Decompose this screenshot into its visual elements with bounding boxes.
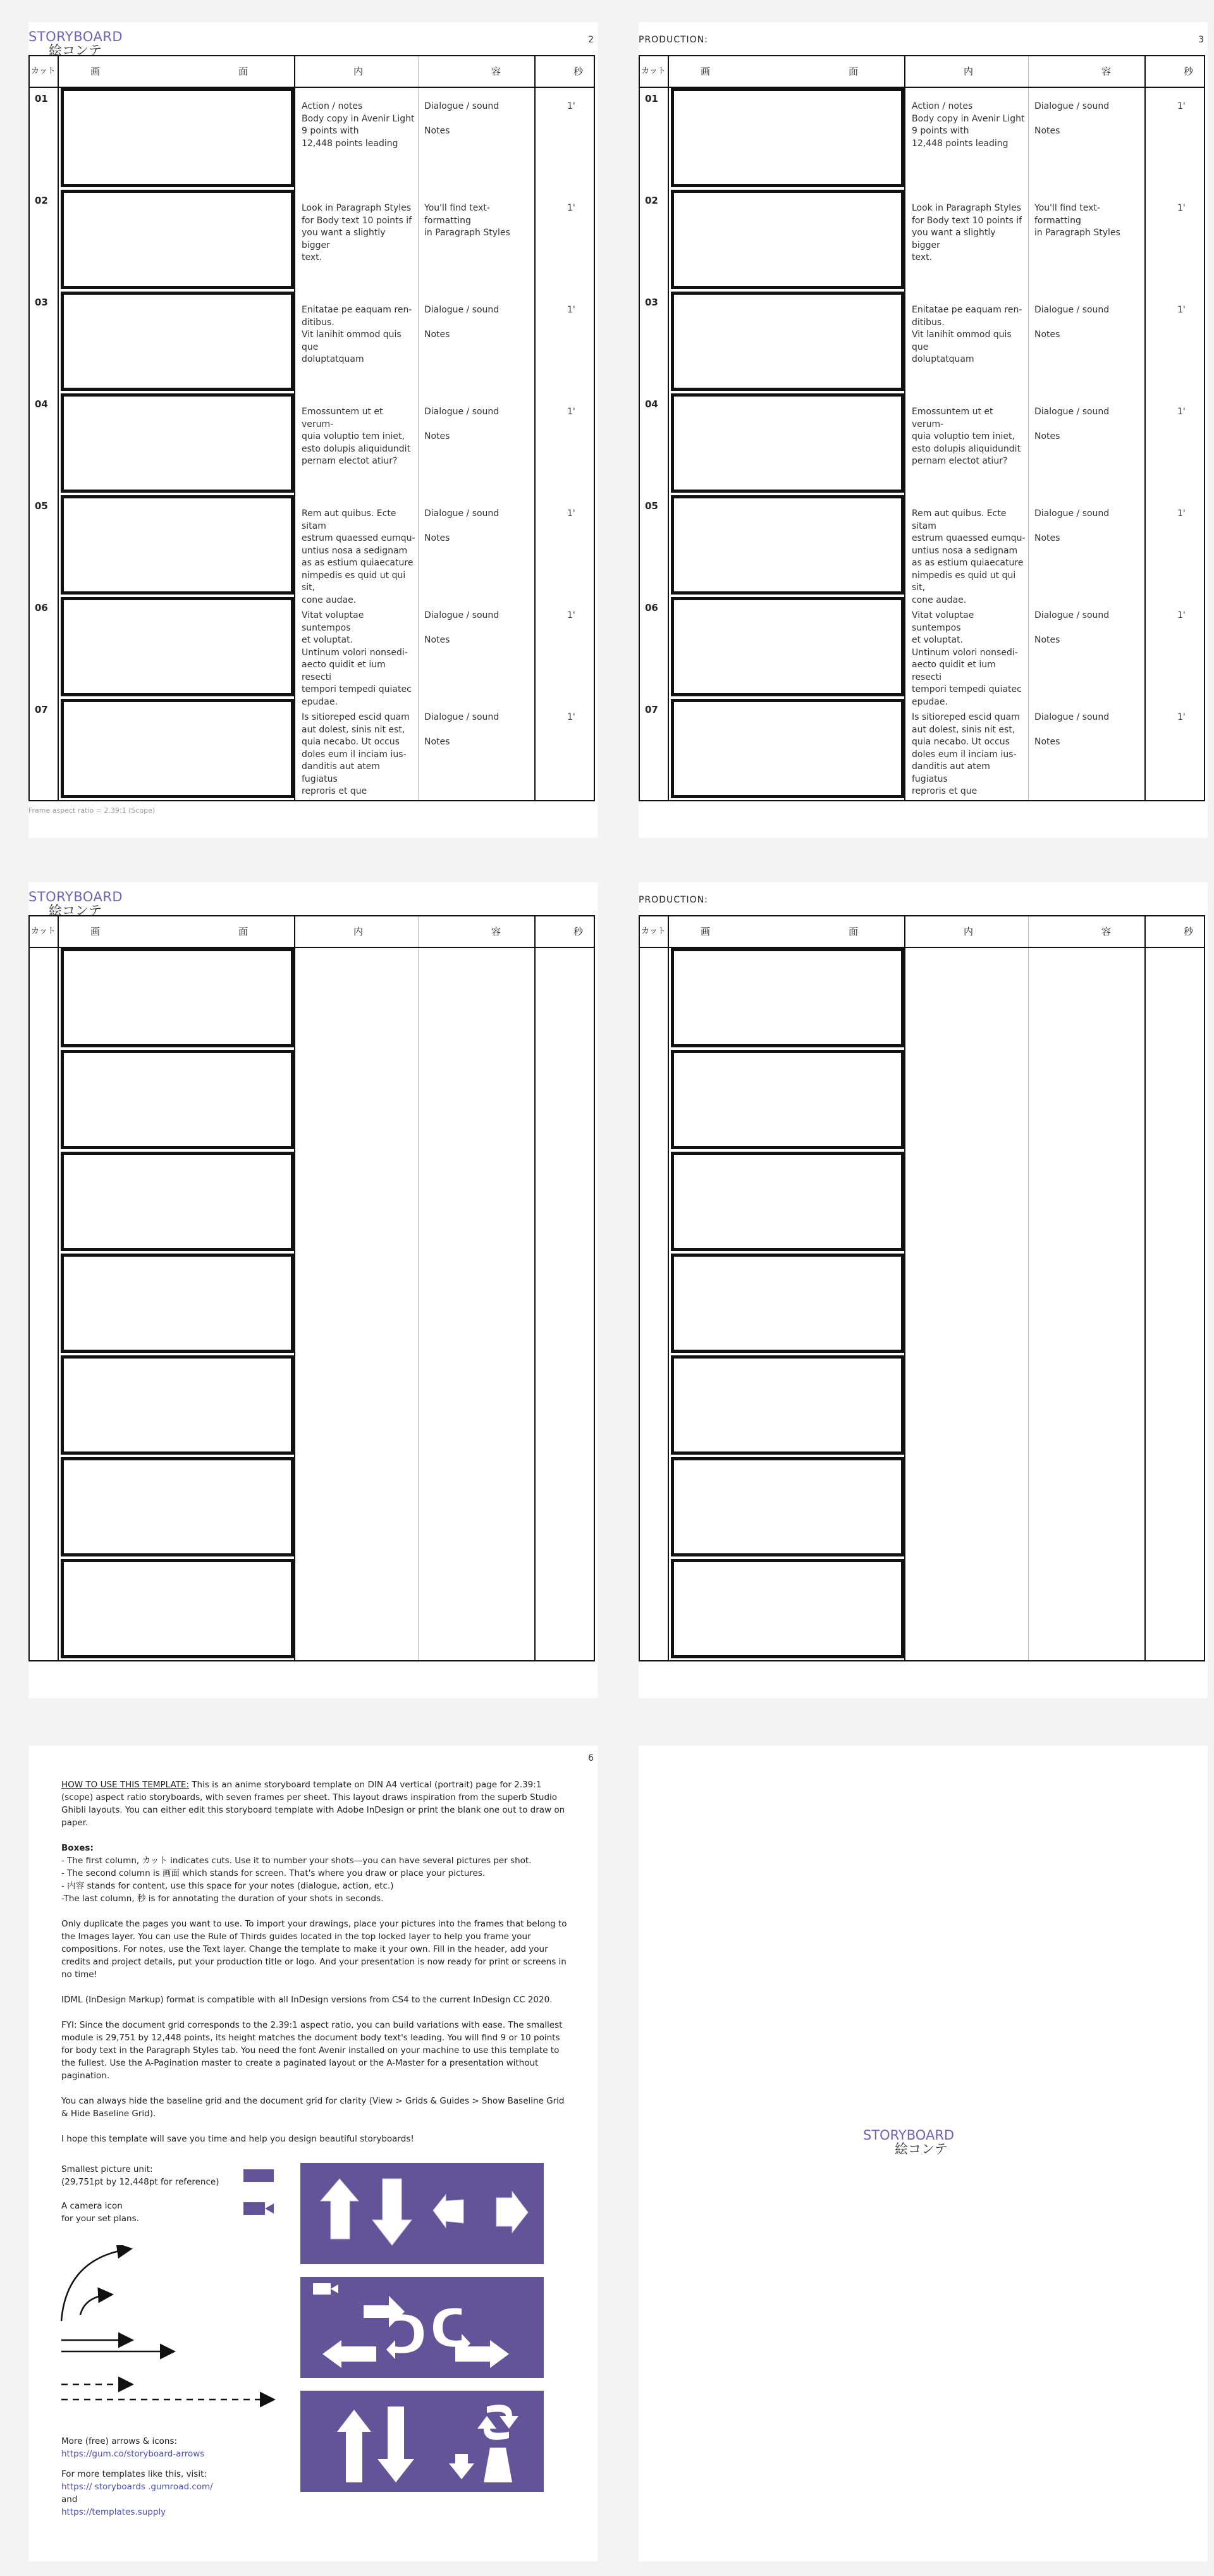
links-block (61, 2435, 270, 2518)
picture-frame[interactable] (61, 1152, 294, 1251)
page-3 (639, 22, 1208, 838)
arrow-panel-1 (300, 2163, 544, 2264)
dialogue-notes[interactable]: Dialogue / sound Notes (424, 712, 500, 747)
boxes-line: -The last column, 秒 is for annotating the duration of your shots in seconds. (61, 1894, 384, 1904)
header-content-a: 内 (964, 926, 974, 937)
duration-value[interactable]: 1' (1177, 101, 1186, 111)
storyboard-row (640, 596, 1204, 707)
more-label: More (free) arrows & icons: (61, 2436, 178, 2446)
production-label[interactable]: PRODUCTION: (639, 895, 708, 905)
picture-frame[interactable] (671, 1559, 904, 1658)
header-pic-a: 画 (701, 66, 711, 77)
arrows-link[interactable]: https://gum.co/storyboard-arrows (61, 2449, 205, 2459)
duration-value[interactable]: 1' (1177, 305, 1186, 315)
header-cut: カット (31, 927, 56, 936)
action-notes[interactable]: Enitatae pe eaquam ren- ditibus. Vit lanihit ommod quis que doluptatquam (912, 305, 1022, 364)
dialogue-notes[interactable]: You'll find text-formatting in Paragraph Styles (1034, 203, 1120, 238)
header-duration: 秒 (573, 66, 584, 77)
column-header (640, 916, 1204, 948)
production-label[interactable]: PRODUCTION: (639, 35, 708, 45)
picture-frame[interactable] (671, 1050, 904, 1149)
boxes-line: - 内容 stands for content, use this space for your notes (dialogue, action, etc.) (61, 1881, 394, 1891)
brand-jp: 絵コンテ (49, 43, 102, 58)
storyboard-sheet (28, 55, 595, 801)
dialogue-notes[interactable]: Dialogue / sound Notes (1034, 305, 1110, 340)
header-cut: カット (641, 927, 666, 936)
page-header (28, 889, 598, 918)
header-pic-b: 面 (849, 926, 859, 937)
picture-frame[interactable] (671, 948, 904, 1047)
brand-en: STORYBOARD (863, 2128, 955, 2143)
camera-icon (243, 2201, 275, 2216)
storyboard-row (30, 87, 594, 188)
picture-frame[interactable] (671, 1457, 904, 1556)
storyboard-sheet (639, 915, 1205, 1661)
dialogue-notes[interactable]: Dialogue / sound Notes (1034, 508, 1110, 543)
duration-value[interactable]: 1' (1177, 407, 1186, 417)
header-content-b: 容 (491, 66, 501, 77)
instructions-text (61, 1778, 573, 2158)
brand-jp: 絵コンテ (49, 903, 102, 918)
dialogue-notes[interactable]: Dialogue / sound Notes (1034, 407, 1110, 441)
header-pic-b: 面 (238, 66, 248, 77)
brand-logo (28, 890, 123, 918)
column-header (640, 56, 1204, 88)
duration-value[interactable]: 1' (1177, 203, 1186, 213)
action-notes[interactable]: Emossuntem ut et verum- quia voluptio tem iniet, esto dolupis aliquidundit pernam electot atiur? (912, 407, 1021, 466)
header-duration: 秒 (1184, 926, 1194, 937)
action-notes[interactable]: Look in Paragraph Styles for Body text 10 points if you want a slightly bigger text. (302, 203, 412, 262)
picture-frame[interactable] (61, 699, 294, 798)
arrow-panel-2 (300, 2277, 544, 2378)
picture-frame[interactable] (671, 88, 904, 187)
boxes-line: - The second column is 画面 which stands for screen. That's where you draw or place your pictures. (61, 1868, 486, 1878)
duration-value[interactable]: 1' (567, 101, 575, 111)
dialogue-notes[interactable]: Dialogue / sound Notes (424, 101, 500, 136)
fyi-note: FYI: Since the document grid corresponds to the 2.39:1 aspect ratio, you can build variations with ease. The smallest module is 29,751 by 12,448 points, its height matches the document body text's leading. You will find 9 or 10 points for body text in the Paragraph Styles tab. You need the font Avenir installed on your machine to use this template to the fullest. Use the A-Pagination master to create a paginated layout or the A-Master for a presentation without pagination. (61, 2020, 563, 2081)
dialogue-notes[interactable]: Dialogue / sound Notes (424, 407, 500, 441)
idml-note: IDML (InDesign Markup) format is compatible with all InDesign versions from CS4 to the current InDesign CC 2020. (61, 1995, 553, 2005)
camera-label: A camera icon for your set plans. (61, 2201, 139, 2224)
action-notes[interactable]: Look in Paragraph Styles for Body text 10 points if you want a slightly bigger text. (912, 203, 1022, 262)
frame-caption: Frame aspect ratio = 2.39:1 (Scope) (28, 806, 156, 815)
column-header (30, 56, 594, 88)
storyboard-row (30, 188, 594, 290)
and-label: and (61, 2494, 78, 2505)
cut-number: 01 (645, 93, 658, 104)
cut-number: 06 (645, 602, 658, 613)
dialogue-notes[interactable]: Dialogue / sound Notes (1034, 712, 1110, 747)
dialogue-notes[interactable]: Dialogue / sound Notes (424, 508, 500, 543)
duration-value[interactable]: 1' (1177, 712, 1186, 722)
storyboard-row (30, 596, 594, 707)
page-number: 3 (1198, 35, 1204, 45)
duration-value[interactable]: 1' (1177, 508, 1186, 519)
cut-number: 05 (35, 500, 48, 512)
brand-logo (28, 30, 123, 58)
page-header (28, 29, 598, 58)
picture-frame[interactable] (671, 699, 904, 798)
duration-value[interactable]: 1' (567, 203, 575, 213)
page-blank-right (639, 882, 1208, 1698)
duration-value[interactable]: 1' (567, 712, 575, 722)
picture-frame[interactable] (61, 190, 294, 289)
header-content-a: 内 (353, 66, 364, 77)
grid-note: You can always hide the baseline grid and the document grid for clarity (View > Grids & Guides > Show Baseline Grid & Hide Baseline Grid). (61, 2096, 565, 2119)
page-back-cover (639, 1746, 1208, 2561)
boxes-heading: Boxes: (61, 1843, 94, 1853)
brand-en: STORYBOARD (28, 29, 123, 44)
picture-frame[interactable] (671, 292, 904, 391)
picture-frame[interactable] (61, 1457, 294, 1556)
cut-number: 03 (35, 297, 48, 308)
picture-frame[interactable] (671, 1152, 904, 1251)
storyboard-row (640, 87, 1204, 188)
templates-label: For more templates like this, visit: (61, 2469, 207, 2479)
page-header (639, 890, 1208, 915)
dialogue-notes[interactable]: Dialogue / sound Notes (424, 610, 500, 645)
picture-frame[interactable] (61, 495, 294, 595)
page-blank-left (28, 882, 598, 1698)
cut-number: 06 (35, 602, 48, 613)
arrow-samples (60, 2245, 313, 2410)
templates-supply-link[interactable]: https://templates.supply (61, 2507, 166, 2517)
action-notes[interactable]: Emossuntem ut et verum- quia voluptio tem iniet, esto dolupis aliquidundit pernam electot atiur? (302, 407, 411, 466)
dialogue-notes[interactable]: Dialogue / sound Notes (1034, 101, 1110, 136)
cut-number: 07 (645, 704, 658, 715)
dialogue-notes[interactable]: You'll find text-formatting in Paragraph Styles (424, 203, 510, 238)
picture-frame[interactable] (61, 292, 294, 391)
picture-frame[interactable] (671, 393, 904, 493)
storyboard-row (30, 494, 594, 605)
boxes-line: - The first column, カット indicates cuts. Use it to number your shots—you can have several pictures per shot. (61, 1856, 532, 1866)
gumroad-link[interactable]: https:// storyboards .gumroad.com/ (61, 2482, 213, 2492)
instructions-heading: HOW TO USE THIS TEMPLATE: (61, 1780, 189, 1790)
intro-text: This is an anime storyboard template on DIN A4 vertical (portrait) page for 2.39:1 (scope) aspect ratio storyboards, with seven frames per sheet. This layout draws inspiration from the superb Studio Ghibli layouts. You can either edit this storyboard template with Adobe InDesign or print the blank one out to draw on paper. (61, 1780, 565, 1828)
unit-label: Smallest picture unit: (29,751pt by 12,448pt for reference) (61, 2164, 219, 2187)
cut-number: 03 (645, 297, 658, 308)
arrow-panel-3 (300, 2391, 544, 2492)
brand-logo (863, 2128, 954, 2156)
picture-frame[interactable] (61, 393, 294, 493)
page-number: 2 (588, 35, 594, 45)
page-header (639, 30, 1208, 55)
duration-value[interactable]: 1' (567, 305, 575, 315)
storyboard-sheet (639, 55, 1205, 801)
cut-number: 07 (35, 704, 48, 715)
header-duration: 秒 (1184, 66, 1194, 77)
storyboard-row (640, 494, 1204, 605)
arrow-icons (300, 2163, 544, 2264)
page-2 (28, 22, 598, 838)
page-6-instructions (28, 1746, 598, 2561)
action-notes[interactable]: Is sitioreped escid quam aut dolest, sinis nit est, quia necabo. Ut occus doles eum il inciam ius- danditis aut atem fugiatus reproris et que (302, 712, 410, 796)
duration-value[interactable]: 1' (1177, 610, 1186, 620)
picture-frame[interactable] (671, 1355, 904, 1455)
action-notes[interactable]: Rem aut quibus. Ecte sitam estrum quaessed eumqu- untius nosa a sedignam as as estium quiaecature nimpedis es quid ut qui sit, cone audae. (302, 508, 415, 605)
cut-number: 05 (645, 500, 658, 512)
picture-frame[interactable] (61, 948, 294, 1047)
unit-swatch (243, 2169, 274, 2182)
picture-frame[interactable] (61, 1050, 294, 1149)
dialogue-notes[interactable]: Dialogue / sound Notes (1034, 610, 1110, 645)
header-pic-b: 面 (849, 66, 859, 77)
duration-value[interactable]: 1' (567, 508, 575, 519)
storyboard-sheet (28, 915, 595, 1661)
action-notes[interactable]: Action / notes Body copy in Avenir Light 9 points with 12,448 points leading (302, 101, 415, 149)
page-number: 6 (588, 1753, 594, 1763)
dialogue-notes[interactable]: Dialogue / sound Notes (424, 305, 500, 340)
cut-number: 02 (35, 195, 48, 206)
storyboard-row (640, 290, 1204, 392)
vertical-arrows-icons (300, 2391, 544, 2492)
header-content-a: 内 (353, 926, 364, 937)
header-cut: カット (31, 66, 56, 76)
picture-frame[interactable] (671, 597, 904, 696)
header-duration: 秒 (573, 926, 584, 937)
storyboard-row (640, 188, 1204, 290)
storyboard-row (30, 290, 594, 392)
cut-number: 01 (35, 93, 48, 104)
cut-number: 02 (645, 195, 658, 206)
picture-frame[interactable] (61, 597, 294, 696)
picture-frame[interactable] (61, 88, 294, 187)
duration-value[interactable]: 1' (567, 610, 575, 620)
column-header (30, 916, 594, 948)
brand-jp: 絵コンテ (895, 2142, 948, 2157)
picture-frame[interactable] (671, 495, 904, 595)
import-instructions: Only duplicate the pages you want to use. To import your drawings, place your pictures into the frames that belong to the Images layer. You can use the Rule of Thirds guides located in the top locked layer to help you frame your compositions. For notes, use the Text layer. Change the template to make it your own. Fill in the header, add your credits and project details, put your production title or logo. And your presentation is now ready for print or screens in no time! (61, 1919, 567, 1980)
storyboard-row (640, 392, 1204, 494)
action-notes[interactable]: Enitatae pe eaquam ren- ditibus. Vit lanihit ommod quis que doluptatquam (302, 305, 412, 364)
header-content-b: 容 (1101, 66, 1112, 77)
picture-frame[interactable] (671, 1254, 904, 1353)
storyboard-row (30, 392, 594, 494)
picture-frame[interactable] (61, 1559, 294, 1658)
closing-note: I hope this template will save you time and help you design beautiful storyboards! (61, 2134, 414, 2144)
header-content-a: 内 (964, 66, 974, 77)
storyboard-row (30, 698, 594, 799)
cut-number: 04 (645, 398, 658, 410)
action-notes[interactable]: Vitat voluptae suntempos et voluptat. Untinum volori nonsedi- aecto quidit et ium resecti tempori tempedi quiatec epudae. (912, 610, 1022, 707)
duration-value[interactable]: 1' (567, 407, 575, 417)
picture-frame[interactable] (61, 1355, 294, 1455)
action-notes[interactable]: Rem aut quibus. Ecte sitam estrum quaessed eumqu- untius nosa a sedignam as as estium quiaecature nimpedis es quid ut qui sit, cone audae. (912, 508, 1026, 605)
picture-frame[interactable] (61, 1254, 294, 1353)
storyboard-row (640, 698, 1204, 799)
picture-frame[interactable] (671, 190, 904, 289)
action-notes[interactable]: Action / notes Body copy in Avenir Light 9 points with 12,448 points leading (912, 101, 1025, 149)
action-notes[interactable]: Is sitioreped escid quam aut dolest, sinis nit est, quia necabo. Ut occus doles eum il inciam ius- danditis aut atem fugiatus reproris et que (912, 712, 1020, 796)
header-pic-a: 画 (90, 66, 101, 77)
cut-number: 04 (35, 398, 48, 410)
rotation-arrows-icons (300, 2277, 544, 2378)
header-pic-a: 画 (701, 926, 711, 937)
header-content-b: 容 (491, 926, 501, 937)
brand-en: STORYBOARD (28, 889, 123, 904)
header-content-b: 容 (1101, 926, 1112, 937)
action-notes[interactable]: Vitat voluptae suntempos et voluptat. Untinum volori nonsedi- aecto quidit et ium resecti tempori tempedi quiatec epudae. (302, 610, 412, 707)
header-cut: カット (641, 66, 666, 76)
header-pic-a: 画 (90, 926, 101, 937)
header-pic-b: 面 (238, 926, 248, 937)
